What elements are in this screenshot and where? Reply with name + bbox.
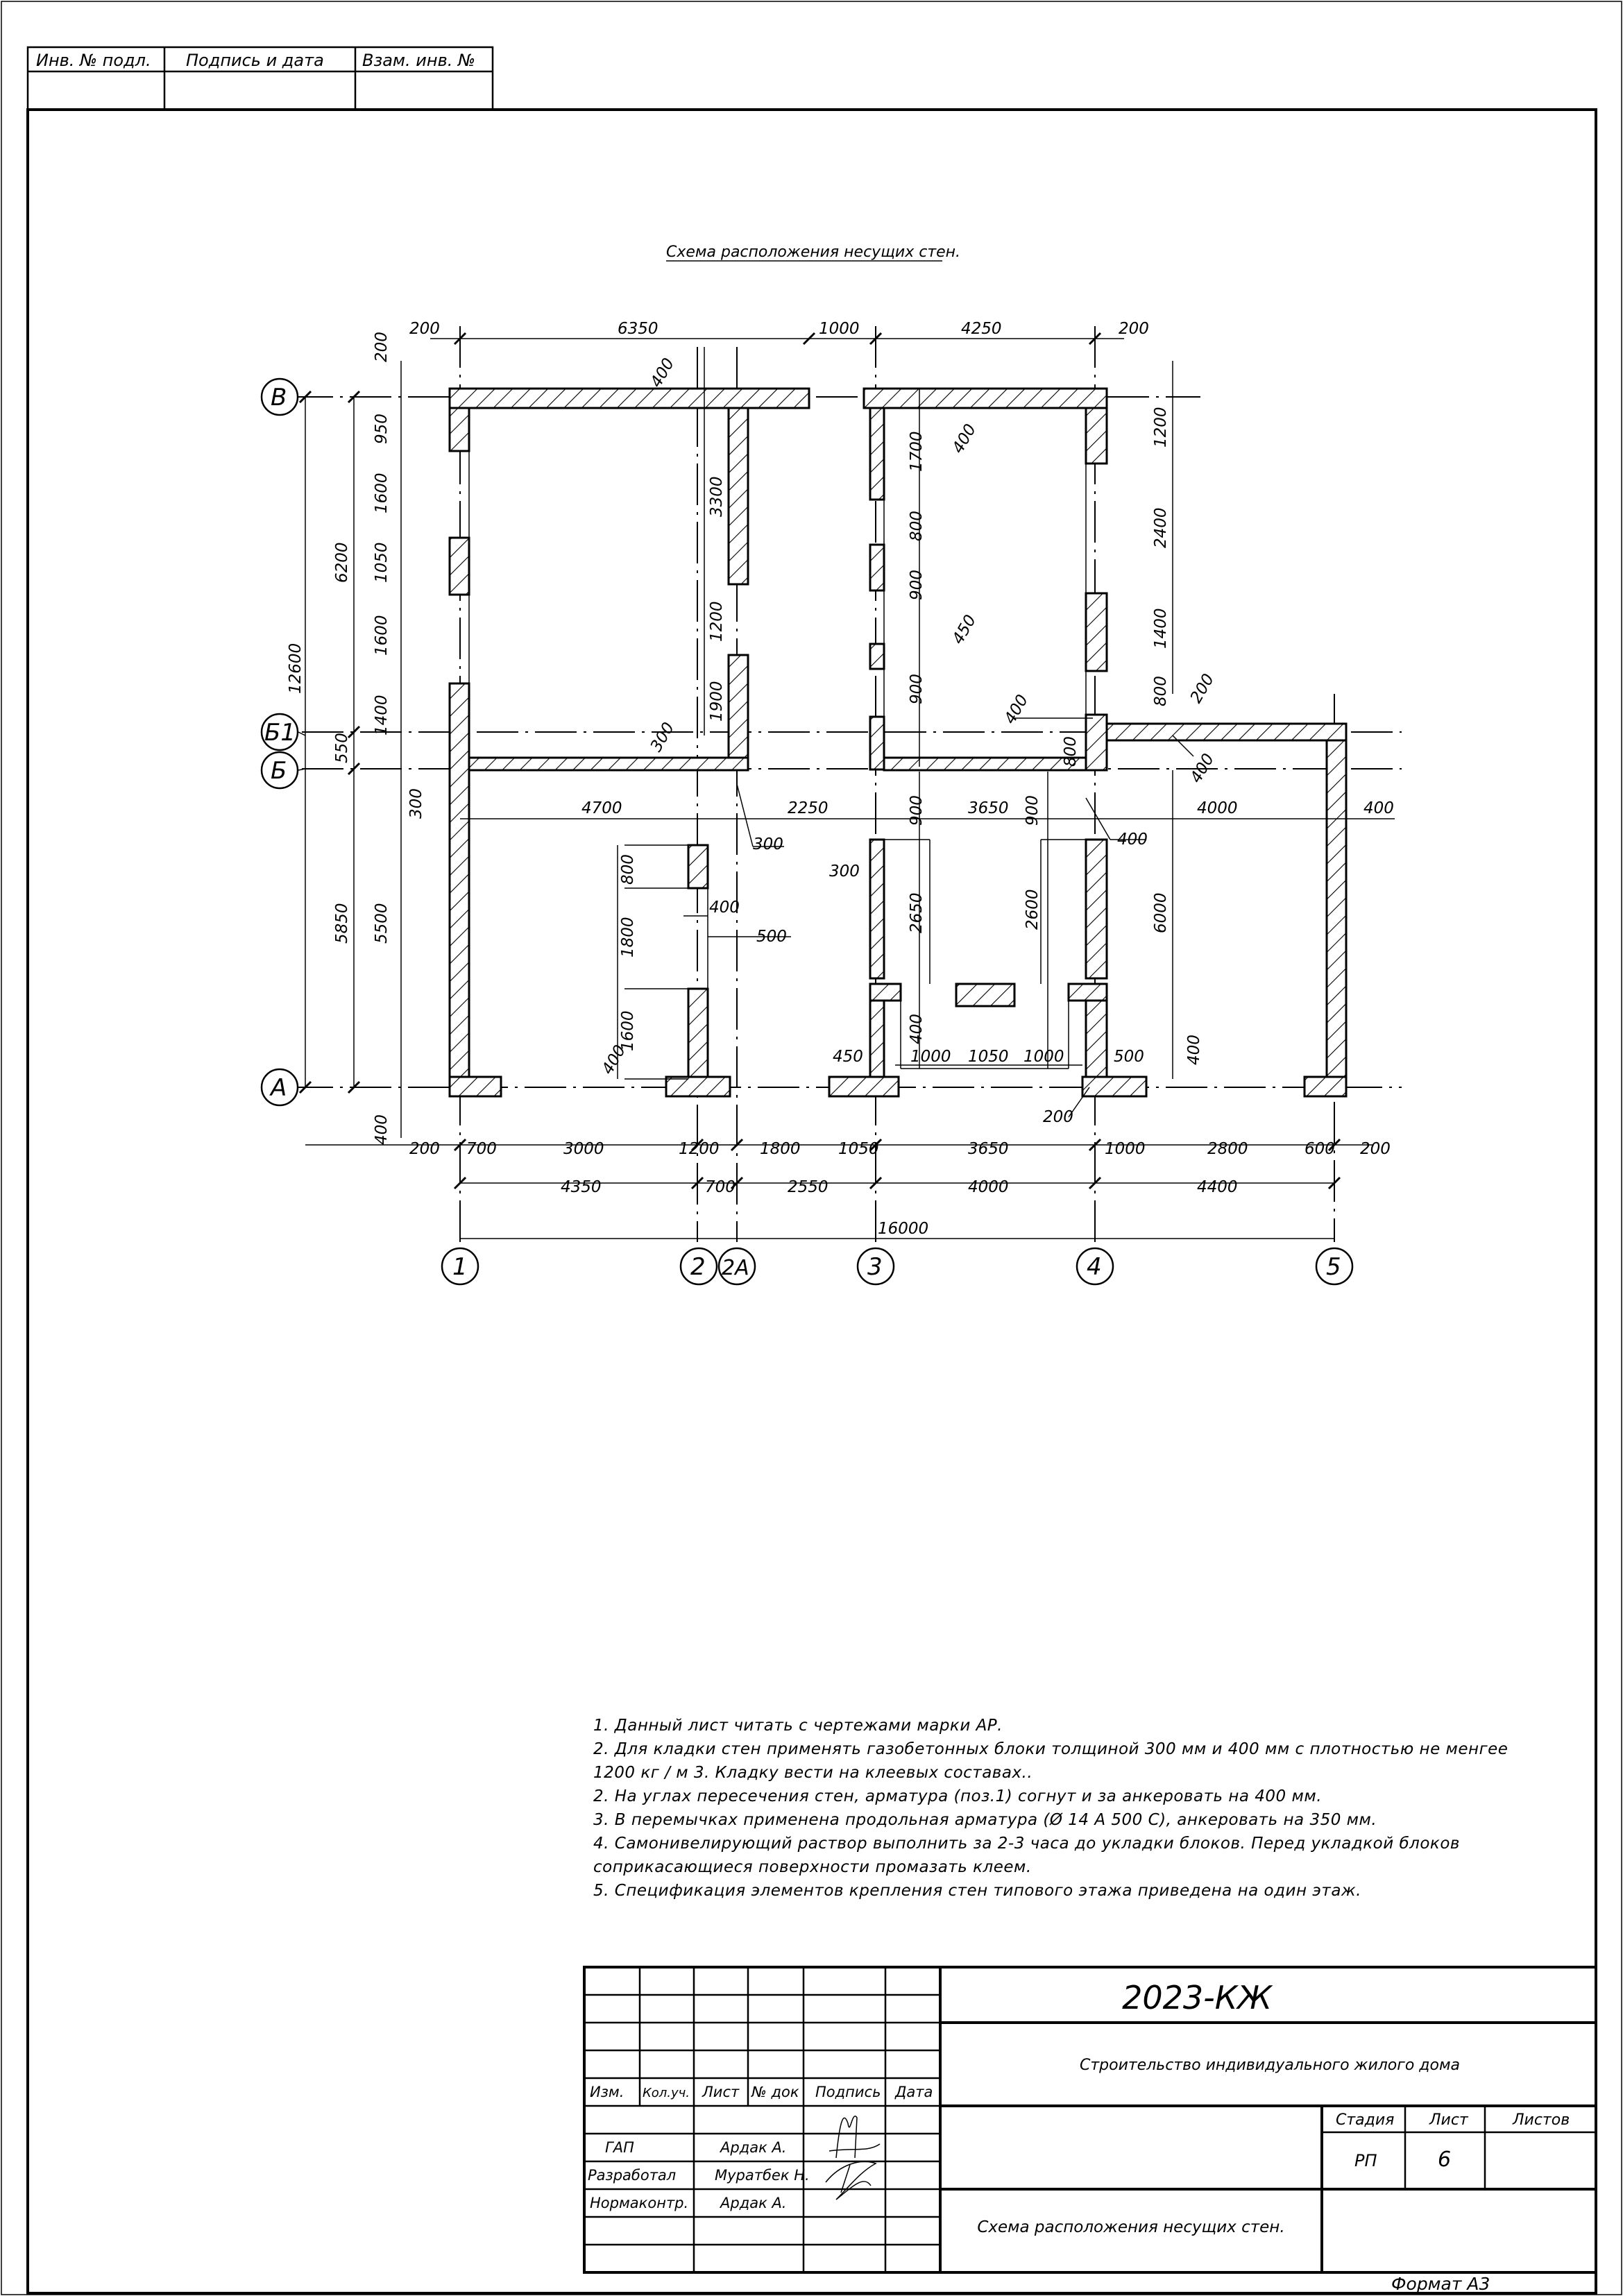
dim-text: 1400: [1152, 608, 1170, 649]
col-header: Изм.: [590, 2084, 624, 2100]
sheet-title: Схема расположения несущих стен.: [977, 2218, 1285, 2236]
footing: [450, 1077, 501, 1096]
dim-text: 200: [1119, 320, 1149, 338]
dim-text: 1000: [910, 1048, 951, 1066]
dim-text: 550: [333, 733, 351, 763]
role-label: Нормаконтр.: [590, 2195, 689, 2211]
dim-text: 1800: [760, 1140, 801, 1158]
role-name: Ардак А.: [720, 2139, 787, 2156]
wall: [1327, 740, 1346, 1079]
wall: [1069, 984, 1107, 1001]
wall: [450, 389, 809, 408]
dim-text: 16000: [878, 1220, 929, 1238]
dim-text: 700: [705, 1178, 736, 1196]
wall: [729, 408, 748, 584]
footing: [829, 1077, 899, 1096]
dim-text: 1000: [1105, 1140, 1146, 1158]
axis-bubble-5: [1316, 1248, 1352, 1284]
dim-text: 6200: [333, 542, 351, 583]
dim-text: 950: [373, 414, 391, 444]
wall: [688, 989, 708, 1079]
wall: [1086, 408, 1107, 464]
wall: [870, 840, 884, 978]
dim-text: 1000: [819, 320, 860, 338]
dim-text: 400: [1185, 1035, 1203, 1065]
axis-bubble-a: [262, 1069, 298, 1105]
wall: [864, 389, 1107, 408]
dim-text: 2400: [1152, 507, 1170, 548]
axis-bubble-3: [858, 1248, 894, 1284]
stage-value: РП: [1354, 2151, 1377, 2170]
dim-text: 4350: [561, 1178, 602, 1196]
svg-text:Б: Б: [271, 757, 287, 785]
axis-bubble-b: [262, 752, 298, 788]
dim-text: 400: [1363, 799, 1394, 817]
dim-text: 2550: [788, 1178, 829, 1196]
note-line: 5. Спецификация элементов крепления стен типового этажа приведена на один этаж.: [593, 1882, 1361, 1900]
sheet-header: Лист: [1429, 2111, 1468, 2129]
floor-plan: [262, 320, 1402, 1284]
dim-text: 200: [373, 332, 391, 362]
wall: [956, 984, 1014, 1006]
wall: [884, 758, 1089, 770]
dim-text: 4400: [1197, 1178, 1238, 1196]
note-line: 2. На углах пересечения стен, арматура (поз.1) согнут и за анкеровать на 400 мм.: [593, 1787, 1323, 1805]
svg-text:3: 3: [867, 1253, 883, 1281]
wall: [450, 538, 469, 595]
wall: [688, 845, 708, 888]
svg-text:5: 5: [1326, 1253, 1341, 1281]
dim-text: 4000: [1197, 799, 1238, 817]
dim-text: 4250: [961, 320, 1002, 338]
title-block: [584, 1967, 1596, 2272]
wall: [729, 655, 748, 769]
dim-text: 1900: [708, 681, 726, 722]
col-header: № док: [751, 2084, 799, 2100]
dim-text: 1050: [838, 1140, 879, 1158]
axis-bubble-2a: [719, 1248, 755, 1284]
wall: [450, 408, 469, 451]
dim-text: 6000: [1152, 892, 1170, 933]
dim-text: 900: [908, 795, 926, 826]
note-line: соприкасающиеся поверхности промазать клеем.: [593, 1858, 1032, 1876]
stamp-inv-label: Инв. № подл.: [36, 51, 151, 70]
project-name: Строительство индивидуального жилого дома: [1079, 2057, 1461, 2074]
dim-text: 1200: [679, 1140, 720, 1158]
walls: [450, 389, 1346, 1096]
footing: [1305, 1077, 1346, 1096]
sheets-header: Листов: [1513, 2111, 1570, 2129]
role-label: ГАП: [605, 2139, 634, 2156]
dim-text: 1400: [373, 695, 391, 735]
dim-text: 800: [908, 511, 926, 541]
top-stamp: [28, 47, 493, 110]
note-line: 1. Данный лист читать с чертежами марки АР.: [593, 1717, 1003, 1735]
dim-text: 500: [756, 928, 787, 946]
wall: [870, 545, 884, 590]
dim-text: 450: [949, 611, 980, 647]
dim-text: 2250: [788, 799, 829, 817]
dim-text: 600: [1305, 1140, 1335, 1158]
dim-text: 400: [1001, 691, 1033, 727]
format-label: Формат А3: [1391, 2274, 1490, 2294]
dim-text: 1200: [708, 601, 726, 642]
wall: [1086, 715, 1107, 770]
wall: [870, 408, 884, 500]
dim-text: 1600: [619, 1010, 637, 1051]
axis-bubble-2: [681, 1248, 717, 1284]
role-name: Ардак А.: [720, 2195, 787, 2211]
dim-text: 1050: [968, 1048, 1009, 1066]
svg-text:2: 2: [690, 1253, 706, 1281]
wall: [1086, 840, 1107, 978]
dim-text: 400: [1187, 750, 1218, 786]
dim-text: 800: [1152, 676, 1170, 706]
dim-text: 500: [1114, 1048, 1144, 1066]
dim-text: 1000: [1023, 1048, 1064, 1066]
dim-text: 400: [908, 1014, 926, 1044]
svg-text:4: 4: [1087, 1253, 1102, 1281]
svg-text:Б1: Б1: [264, 719, 296, 747]
role-label: Разработал: [588, 2167, 677, 2184]
dim-text: 2600: [1023, 889, 1042, 930]
dim-text: 900: [908, 570, 926, 600]
stage-header: Стадия: [1336, 2111, 1395, 2129]
wall: [1107, 724, 1346, 740]
dim-text: 1050: [373, 542, 391, 583]
note-line: 1200 кг / м 3. Кладку вести на клеевых составах..: [593, 1764, 1033, 1782]
dim-text: 300: [753, 835, 783, 853]
wall: [870, 717, 884, 769]
project-code: 2023-КЖ: [1122, 1979, 1272, 2016]
svg-text:2A: 2A: [722, 1256, 749, 1280]
dim-text: 6350: [618, 320, 658, 338]
axis-bubble-1: [442, 1248, 478, 1284]
dim-text: 3300: [708, 476, 726, 517]
dim-text: 900: [1023, 795, 1042, 826]
col-header: Лист: [702, 2084, 740, 2100]
dim-text: 1600: [373, 473, 391, 513]
dim-text: 5850: [333, 903, 351, 944]
dim-text: 400: [709, 899, 740, 917]
stamp-exch-label: Взам. инв. №: [362, 51, 475, 70]
dim-text: 3000: [563, 1140, 604, 1158]
axis-bubble-4: [1077, 1248, 1113, 1284]
general-notes: [593, 1714, 1537, 1903]
svg-text:В: В: [271, 384, 287, 411]
dim-text: 800: [1062, 736, 1080, 767]
footing: [666, 1077, 730, 1096]
dim-text: 3650: [968, 1140, 1009, 1158]
dim-text: 400: [598, 1041, 630, 1078]
dim-text: 200: [409, 1140, 440, 1158]
dim-text: 12600: [287, 643, 305, 694]
dim-text: 1600: [373, 615, 391, 656]
note-line: 2. Для кладки стен применять газобетонных блоки толщиной 300 мм и 400 мм с плотностью не менгее: [593, 1740, 1509, 1758]
dim-text: 2800: [1207, 1140, 1248, 1158]
note-line: 3. В перемычках применена продольная арматура (Ø 14 А 500 С), анкеровать на 350 мм.: [593, 1811, 1377, 1829]
dim-text: 1200: [1152, 407, 1170, 448]
dim-text: 5500: [373, 903, 391, 944]
dim-text: 200: [1187, 670, 1218, 706]
dim-text: 1800: [619, 917, 637, 958]
wall: [450, 683, 469, 1079]
col-header: Дата: [895, 2084, 933, 2100]
svg-text:А: А: [271, 1074, 287, 1102]
dim-text: 4700: [581, 799, 622, 817]
wall: [870, 984, 901, 1001]
dim-text: 1700: [908, 431, 926, 472]
axis-bubble-b1: [262, 714, 298, 750]
dim-text: 400: [1117, 831, 1148, 849]
dim-text: 300: [407, 788, 425, 819]
dim-text: 2650: [908, 892, 926, 933]
dim-text: 200: [409, 320, 440, 338]
svg-text:1: 1: [452, 1253, 468, 1281]
signature-marks: [826, 2116, 880, 2200]
wall: [469, 758, 748, 770]
dim-text: 900: [908, 674, 926, 704]
axis-bubble-v: [262, 379, 298, 415]
dim-text: 800: [619, 854, 637, 885]
role-name: Муратбек Н.: [715, 2167, 810, 2184]
col-header: Подпись: [815, 2084, 881, 2100]
dim-text: 200: [1360, 1140, 1391, 1158]
dim-text: 3650: [968, 799, 1009, 817]
dim-text: 400: [647, 355, 679, 391]
wall: [870, 644, 884, 669]
dim-text: 450: [833, 1048, 863, 1066]
col-header: Кол.уч.: [643, 2086, 690, 2100]
stamp-sign-label: Подпись и дата: [186, 51, 324, 70]
dim-text: 200: [1043, 1108, 1073, 1126]
dim-text: 400: [373, 1114, 391, 1145]
dim-text: 300: [647, 719, 679, 755]
dim-text: 300: [829, 862, 860, 881]
drawing-frame: [28, 110, 1596, 2293]
sheet-value: 6: [1438, 2148, 1452, 2172]
dim-text: 400: [949, 420, 980, 457]
drawing-title: Схема расположения несущих стен.: [666, 244, 961, 261]
wall: [1086, 1001, 1107, 1080]
dim-text: 700: [466, 1140, 497, 1158]
wall: [870, 1001, 884, 1080]
footing: [1082, 1077, 1146, 1096]
wall: [1086, 593, 1107, 671]
dim-text: 4000: [968, 1178, 1009, 1196]
note-line: 4. Самонивелирующий раствор выполнить за 2-3 часа до укладки блоков. Перед укладкой блоков: [593, 1835, 1460, 1853]
